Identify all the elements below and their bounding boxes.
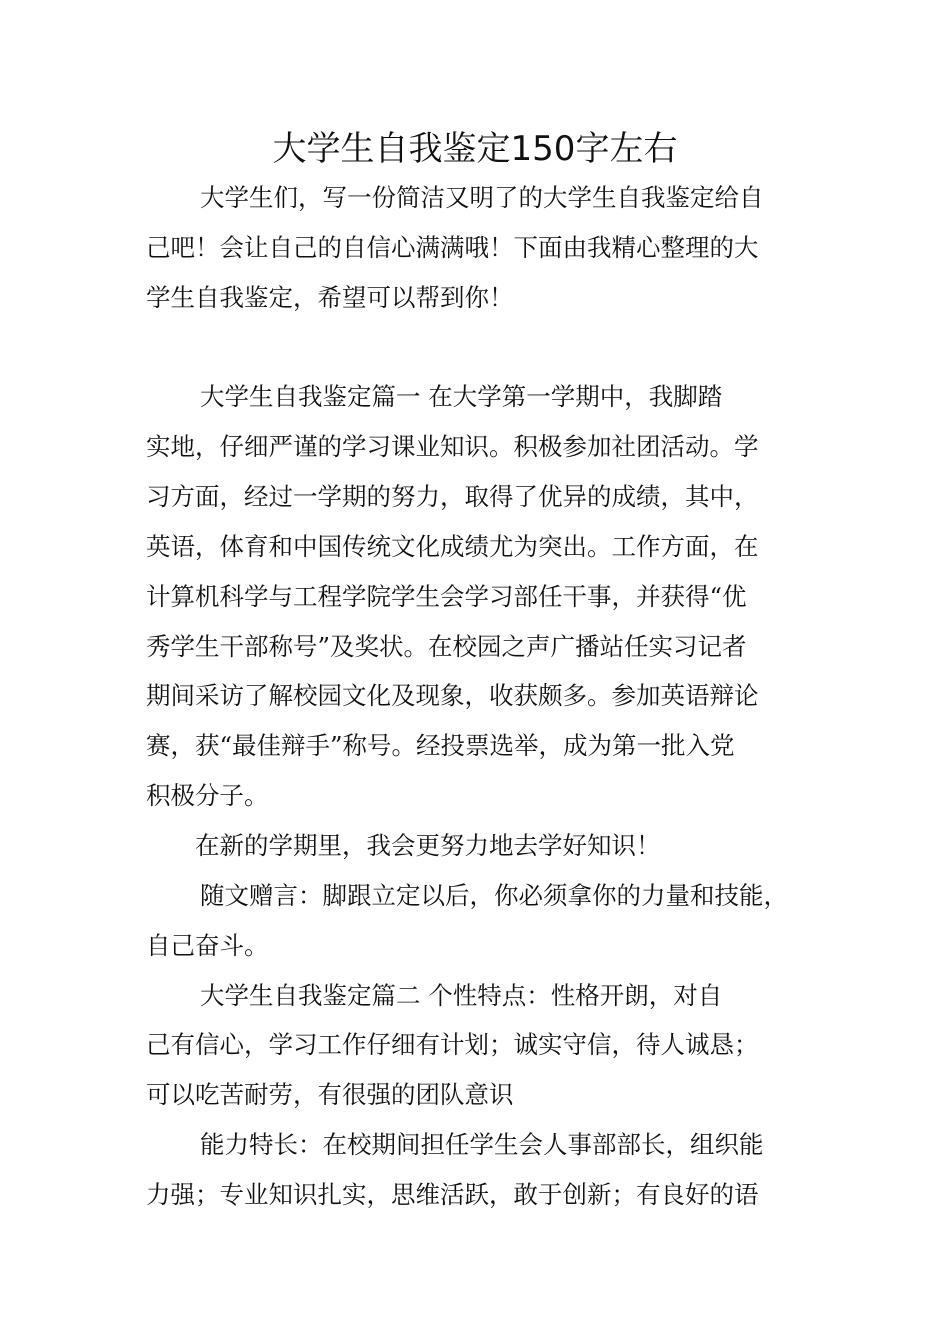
document-title: 大学生自我鉴定150字左右 (272, 129, 678, 169)
text-line: 大学生们，写一份简洁又明了的大学生自我鉴定给自 (200, 183, 764, 212)
text-line: 己吧！会让自己的自信心满满哦！下面由我精心整理的大 (146, 233, 759, 262)
text-line: 己有信心，学习工作仔细有计划；诚实守信，待人诚恳； (146, 1030, 759, 1059)
text-line: 实地，仔细严谨的学习课业知识。积极参加社团活动。学 (146, 432, 759, 461)
text-line: 学生自我鉴定，希望可以帮到你！ (146, 283, 514, 312)
text-line: 可以吃苦耐劳，有很强的团队意识 (146, 1080, 514, 1109)
text-line: 力强；专业知识扎实，思维活跃，敢于创新；有良好的语 (146, 1180, 759, 1209)
text-line: 大学生自我鉴定篇二 个性特点：性格开朗，对自 (200, 981, 723, 1010)
text-line: 积极分子。 (146, 781, 269, 810)
text-line: 自己奋斗。 (146, 931, 269, 960)
text-line: 赛，获“最佳辩手”称号。经投票选举，成为第一批入党 (146, 731, 735, 760)
text-line: 计算机科学与工程学院学生会学习部任干事，并获得“优 (146, 582, 747, 611)
text-line: 秀学生干部称号”及奖状。在校园之声广播站任实习记者 (146, 632, 747, 661)
text-line: 期间采访了解校园文化及现象，收获颇多。参加英语辩论 (146, 681, 759, 710)
text-line: 英语，体育和中国传统文化成绩尤为突出。工作方面，在 (146, 532, 759, 561)
text-line: 大学生自我鉴定篇一 在大学第一学期中，我脚踏 (200, 382, 723, 411)
text-line: 在新的学期里，我会更努力地去学好知识！ (195, 831, 661, 860)
text-line: 习方面，经过一学期的努力，取得了优异的成绩，其中， (146, 482, 759, 511)
text-line: 能力特长：在校期间担任学生会人事部部长，组织能 (200, 1130, 764, 1159)
text-line: 随文赠言：脚跟立定以后，你必须拿你的力量和技能， (200, 881, 788, 910)
